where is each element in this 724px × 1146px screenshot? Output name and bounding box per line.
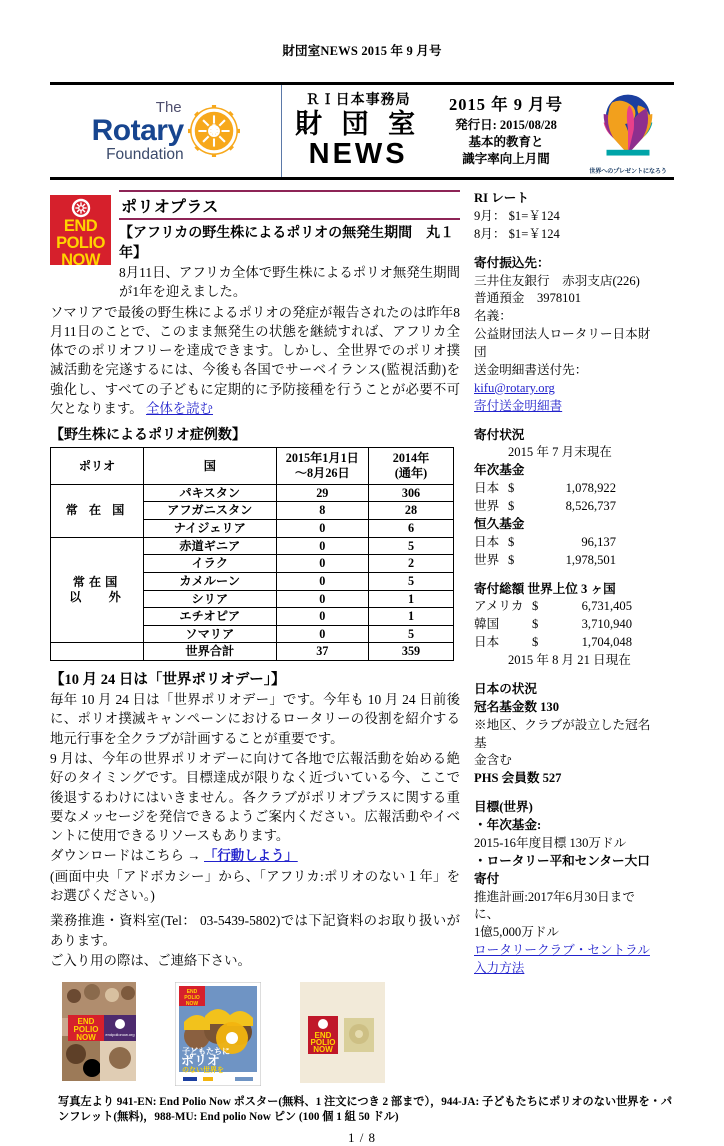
perm-world-value: 1,978,501 [565,552,616,567]
goal-peace-value-line1: 推進計画:2017年6月30日までに、 [474,889,635,922]
cell-total-2015: 37 [276,643,368,661]
svg-text:END: END [186,989,198,996]
bank-name: 三井住友銀行 赤羽支店(226) [474,273,640,288]
sidebar [460,190,660,978]
th-country: 国 [143,448,276,484]
cell-2015: 0 [276,572,368,590]
group-label-line1: 常在国 [72,575,122,590]
top3-amount: 6,731,405 [581,599,632,614]
cell-2015: 0 [276,590,368,608]
masthead-title-jp: 財 団 室 [295,108,422,139]
currency-symbol: $ [532,617,539,632]
cell-country: シリア [143,590,276,608]
globe-presence-logo-icon [585,147,671,164]
permanent-fund-heading: 恒久基金 [474,516,525,531]
top3-row [474,616,660,634]
cell-country: カメルーン [143,572,276,590]
cell-group-non-endemic [51,537,144,643]
annual-fund-japan [474,480,660,498]
contact-line1: 業務推進・資料室(Tel： 03-5439-5802)では下記資料のお取り扱いがあります。 [50,913,460,948]
svg-text:子どもたちに: 子どもたちに [182,1047,230,1057]
remittance-heading: 寄付振込先： [474,255,550,270]
cell-2014: 6 [369,519,454,537]
top3-country: アメリカ [474,599,524,614]
phs-member-count: PHS 会員数 527 [474,771,562,786]
page-number: 1 / 8 [347,1130,377,1146]
perm-japan-label: 日本 [474,534,500,549]
article2-para1: 毎年 10 月 24 日は「世界ポリオデー」です。今年も 10 月 24 日前後に、ポリオ撲滅キャンペーンにおけるロータリーの役割を紹介する地元行事を全クラブが計画することが重要です。 [50,692,460,746]
masthead [50,82,674,180]
svg-text:POLIO: POLIO [310,1038,336,1048]
svg-text:POLIO: POLIO [73,1025,99,1035]
read-more-link[interactable]: 全体を読む [146,401,213,417]
content-columns [50,190,674,1086]
svg-text:ポリオ: ポリオ [181,1053,220,1069]
top3-country: 韓国 [474,617,500,632]
cell-country: ナイジェリア [143,519,276,537]
issue-label: 2015 年 9 月号 [448,94,564,114]
cell-2014: 1 [369,608,454,626]
th-2014-line2: (通年) [394,466,428,481]
cell-total-blank [51,643,144,661]
article1-para2-wrap [50,303,460,419]
monthly-theme-line2: 識字率向上月間 [462,152,550,166]
cell-2015: 0 [276,608,368,626]
annual-fund-world [474,498,660,516]
ri-rate-september: 9月： $1=￥124 [474,208,560,223]
top3-row [474,598,660,616]
article1-para2: ソマリアで最後の野生株によるポリオの発症が報告されたのは昨年8月11日のことで、このまま無発生の状態を継続すれば、アフリカ全体でのポリオフリーを達成できます。しかし、全世界でのポリオ撲滅活動を完遂するには、今後も各国でサーベイランス(監視活動)を強化し、すべての子どもに定期的に予防接種を行うことが必要不可欠となります。 [50,304,460,417]
top3-amount: 3,710,940 [581,617,632,632]
cell-2015: 0 [276,555,368,573]
epn-text-polio: POLIO [56,233,105,252]
cell-group-endemic: 常 在 国 [51,484,144,537]
goal-annual-value: 2015-16年度目標 130万ドル [474,835,627,850]
svg-text:END: END [314,1031,332,1041]
currency-symbol: $ [508,499,515,513]
remittance-form-link[interactable]: 寄付送金明細書 [474,398,563,413]
svg-text:POLIO: POLIO [184,995,200,1002]
logo-foundation-text: Foundation [106,145,184,163]
cell-2015: 0 [276,625,368,643]
account-name-value: 公益財団法人ロータリー日本財団 [474,327,651,359]
cell-2015: 29 [276,484,368,502]
bank-account: 普通預金 3978101 [474,291,582,306]
gift-to-the-world-badge [582,88,674,175]
top3-country: 日本 [474,635,500,650]
named-fund-note-line1: ※地区、クラブが設立した冠名基 [474,717,651,750]
cell-country: ソマリア [143,625,276,643]
annual-japan-label: 日本 [474,481,500,496]
annual-world-label: 世界 [474,499,500,513]
goal-peace-value-line2: 1億5,000万ドル [474,925,560,940]
photo-caption: 写真左より 941-EN: End Polio Now ポスター(無料、1 注文につき 2 部まで），944-JA: 子どもたちにポリオのない世界を・パンフレット(無料)，988-MU: End polio Now ピン (100 個 1 組 50 ドル) [58,1096,673,1124]
kifu-email-link[interactable]: kifu@rotary.org [474,380,555,395]
polio-cases-table [50,447,454,661]
end-polio-now-logo-icon [50,195,111,269]
polioplus-header-block [50,190,460,302]
epn-text-end: END [63,217,98,235]
cell-total-2014: 359 [369,643,454,661]
rotary-foundation-logo [50,85,282,177]
cell-country: エチオピア [143,608,276,626]
table-header-row [51,448,454,484]
cell-2014: 5 [369,537,454,555]
th-category: ポリオ [51,448,144,484]
table-heading: 【野生株によるポリオ症例数】 [50,428,246,444]
cell-2015: 0 [276,519,368,537]
cell-2014: 306 [369,484,454,502]
named-fund-note-line2: 金含む [474,753,512,768]
table-row [51,484,454,502]
cell-2014: 28 [369,502,454,520]
currency-symbol: $ [508,552,515,567]
contact-line2: ご入り用の際は、ご連絡下さい。 [50,952,251,968]
publish-date: 発行日: 2015/08/28 [455,117,557,132]
cell-country: 赤道ギニア [143,537,276,555]
monthly-theme-line1: 基本的教育と [468,134,544,149]
ri-rate-august: 8月： $1=￥124 [474,226,560,241]
cell-2014: 1 [369,590,454,608]
svg-text:のない世界を: のない世界を [182,1067,224,1075]
running-head: 財団室NEWS 2015 年 9 月号 [282,44,442,58]
top3-date: 2015 年 8 月 21 日現在 [508,653,631,667]
currency-symbol: $ [508,534,515,549]
svg-text:END: END [77,1017,95,1027]
perm-world-label: 世界 [474,552,500,567]
svg-text:endpolionow.org: endpolionow.org [105,1032,135,1038]
japan-status-heading: 日本の状況 [474,681,537,696]
article2-note: (画面中央「アドボカシー」から、「アフリカ:ポリオのない１年」をお選びください。) [50,868,460,904]
spacer [474,788,660,799]
th-2015-line1: 2015年1月1日 [285,451,359,466]
account-name-label: 名義： [474,309,512,324]
group-label-line2: 以 外 [69,590,125,604]
logo-the-text: The [155,98,182,116]
top3-row [474,634,660,652]
article1-para1: 8月11日、アフリカ全体で野生株によるポリオ無発生期間が1年を迎えました。 [119,265,460,300]
goal-heading: 目標(世界) [474,800,533,815]
currency-symbol: $ [532,635,539,650]
cell-2014: 5 [369,625,454,643]
annual-japan-value: 1,078,922 [565,481,616,496]
rotary-club-central-link[interactable]: ロータリークラブ・セントラル入力方法 [474,943,650,975]
take-action-link[interactable]: 「行動しよう」 [204,848,298,864]
cell-2015: 8 [276,502,368,520]
send-statement-label: 送金明細書送付先： [474,362,588,377]
badge-caption: 世界へのプレゼントになろう [589,167,667,175]
svg-text:NOW: NOW [76,1033,96,1043]
donation-status-date: 2015 年 7 月末現在 [508,445,612,460]
article2-heading: 【10 月 24 日は「世界ポリオデー」】 [50,672,286,689]
perm-japan-value: 96,137 [581,534,616,549]
annual-world-value: 8,526,737 [565,499,616,513]
rotary-wheel-icon [188,105,240,157]
download-prefix: ダウンロードはこちら → [50,848,204,864]
download-line [50,846,460,865]
th-2014-line1: 2014年 [392,451,430,466]
logo-rotary-text: Rotary [91,113,184,147]
svg-text:NOW: NOW [313,1045,333,1055]
epn-wheel-icon [71,198,91,218]
cell-country: アフガニスタン [143,502,276,520]
top3-heading: 寄付総額 世界上位 3 ヶ国 [474,581,616,596]
article-title-polioplus: ポリオプラス [121,199,219,216]
goal-peace-label: ・ロータリー平和センター大口寄付 [474,853,650,886]
end-polio-now-poster-photo [62,982,136,1081]
table-total-row [51,643,454,661]
cell-total-label: 世界合計 [143,643,276,661]
named-fund-count: 冠名基金数 130 [474,699,560,714]
cell-2015: 0 [276,537,368,555]
spacer [474,670,660,681]
spacer [474,416,660,427]
cell-country: イラク [143,555,276,573]
spacer [474,244,660,255]
main-column [50,190,460,1086]
th-2015-line2: ～8月26日 [294,466,350,481]
goal-annual-label: ・年次基金: [474,818,542,832]
spacer [474,570,660,581]
ri-rate-heading: RI レート [474,191,529,205]
cell-2014: 5 [369,572,454,590]
cell-country: パキスタン [143,484,276,502]
table-row [51,537,454,555]
svg-text:NOW: NOW [185,1001,199,1008]
article-subtitle: 【アフリカの野生株によるポリオの無発生期間 丸１年】 [119,226,455,261]
article2-para2: 9 月は、今年の世界ポリオデーに向けて各地で広報活動を始める絶好のタイミングです。目標達成が限りなく近づいている今、ここで後退するわけにはいきません。各クラブがポリオプラスに関する重要なメッセージを発信できるようご案内ください。広報活動やイベントに使用できるリソースもあります。 [50,750,460,844]
cell-2014: 2 [369,555,454,573]
masthead-title-en: NEWS [308,138,408,171]
th-2015 [276,448,368,484]
epn-text-now: NOW [61,250,100,269]
currency-symbol: $ [508,481,515,496]
masthead-meta [426,85,674,177]
annual-fund-heading: 年次基金 [474,463,525,478]
divider-under-title [119,218,460,220]
masthead-title [282,85,426,177]
th-2014 [369,448,454,484]
permanent-fund-japan [474,534,660,552]
currency-symbol: $ [532,599,539,614]
permanent-fund-world [474,552,660,570]
top3-amount: 1,704,048 [581,635,632,650]
end-polio-now-pin-photo [300,982,385,1083]
masthead-ri-line: ＲＩ日本事務局 [305,91,411,108]
donation-status-heading: 寄付状況 [474,427,525,442]
photo-strip [50,982,460,1086]
polio-free-world-brochure-photo [175,982,261,1086]
